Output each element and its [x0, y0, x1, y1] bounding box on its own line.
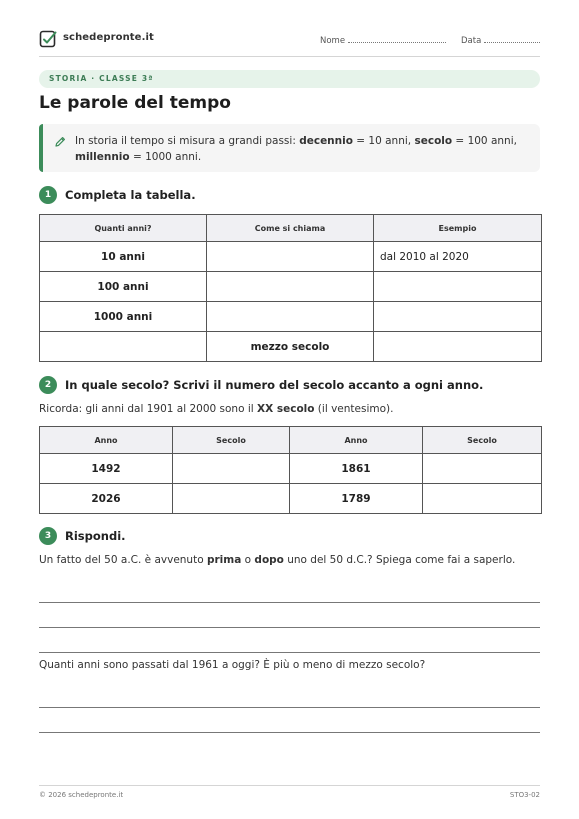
year-cell: 1492 [40, 454, 173, 484]
table-row [40, 332, 542, 362]
brand-name: schedepronte.it [63, 32, 154, 43]
name-dots [348, 35, 446, 43]
years-table [39, 214, 542, 362]
table-cell: 1000 anni [40, 302, 207, 332]
name-label: Nome [320, 36, 346, 46]
answer-line[interactable] [39, 652, 540, 653]
year-cell: 1789 [290, 484, 423, 514]
footer-code: STO3-02 [509, 791, 540, 799]
table-row [40, 484, 542, 514]
check-square-icon [39, 30, 57, 48]
name-field[interactable] [320, 35, 446, 46]
table-row [40, 302, 542, 332]
answer-line[interactable] [39, 627, 540, 628]
subject-label: STORIA · CLASSE 3ª [49, 74, 154, 83]
answer-line[interactable] [39, 732, 540, 733]
answer-cell[interactable] [207, 242, 374, 272]
section-number: 1 [39, 186, 57, 204]
answer-cell[interactable] [374, 332, 542, 362]
date-field[interactable] [461, 35, 540, 46]
answer-cell[interactable] [423, 484, 542, 514]
table-row [40, 272, 542, 302]
century-note: Ricorda: gli anni dal 1901 al 2000 sono il XX secolo (il ventesimo). [39, 403, 394, 415]
column-header: Quanti anni? [40, 215, 207, 242]
date-label: Data [461, 36, 482, 46]
date-dots [484, 35, 540, 43]
header-divider [39, 56, 540, 57]
section-title: In quale secolo? Scrivi il numero del secolo accanto a ogni anno. [65, 378, 484, 392]
column-header: Secolo [423, 427, 542, 454]
answer-cell[interactable] [423, 454, 542, 484]
page-header [39, 30, 540, 52]
table-row [40, 454, 542, 484]
column-header: Esempio [374, 215, 542, 242]
table-cell: 100 anni [40, 272, 207, 302]
section-title: Completa la tabella. [65, 188, 196, 202]
answer-cell[interactable] [173, 454, 290, 484]
info-accent-bar [39, 124, 43, 172]
table-cell: 10 anni [40, 242, 207, 272]
question-1: Un fatto del 50 a.C. è avvenuto prima o dopo uno del 50 d.C.? Spiega come fai a saperlo. [39, 554, 516, 566]
section-title: Rispondi. [65, 529, 126, 543]
table-row [40, 242, 542, 272]
column-header: Come si chiama [207, 215, 374, 242]
info-text: In storia il tempo si misura a grandi passi: decennio = 10 anni, secolo = 100 anni, millennio = 1000 anni. [75, 135, 517, 163]
answer-line[interactable] [39, 602, 540, 603]
section-number: 2 [39, 376, 57, 394]
year-cell: 2026 [40, 484, 173, 514]
answer-line[interactable] [39, 707, 540, 708]
answer-cell[interactable] [207, 302, 374, 332]
century-table [39, 426, 542, 514]
footer-divider [39, 785, 540, 786]
pencil-icon [54, 136, 66, 148]
subject-badge [39, 70, 540, 88]
year-cell: 1861 [290, 454, 423, 484]
column-header: Secolo [173, 427, 290, 454]
footer-copyright: © 2026 schedepronte.it [39, 791, 124, 799]
column-header: Anno [40, 427, 173, 454]
answer-cell[interactable] [374, 272, 542, 302]
answer-cell[interactable] [207, 272, 374, 302]
table-cell: dal 2010 al 2020 [374, 242, 542, 272]
question-2: Quanti anni sono passati dal 1961 a oggi? È più o meno di mezzo secolo? [39, 659, 426, 671]
column-header: Anno [290, 427, 423, 454]
table-cell: mezzo secolo [207, 332, 374, 362]
answer-cell[interactable] [40, 332, 207, 362]
worksheet-page [39, 0, 540, 819]
page-title: Le parole del tempo [39, 93, 231, 113]
info-box [39, 124, 540, 172]
answer-cell[interactable] [173, 484, 290, 514]
section-number: 3 [39, 527, 57, 545]
answer-cell[interactable] [374, 302, 542, 332]
